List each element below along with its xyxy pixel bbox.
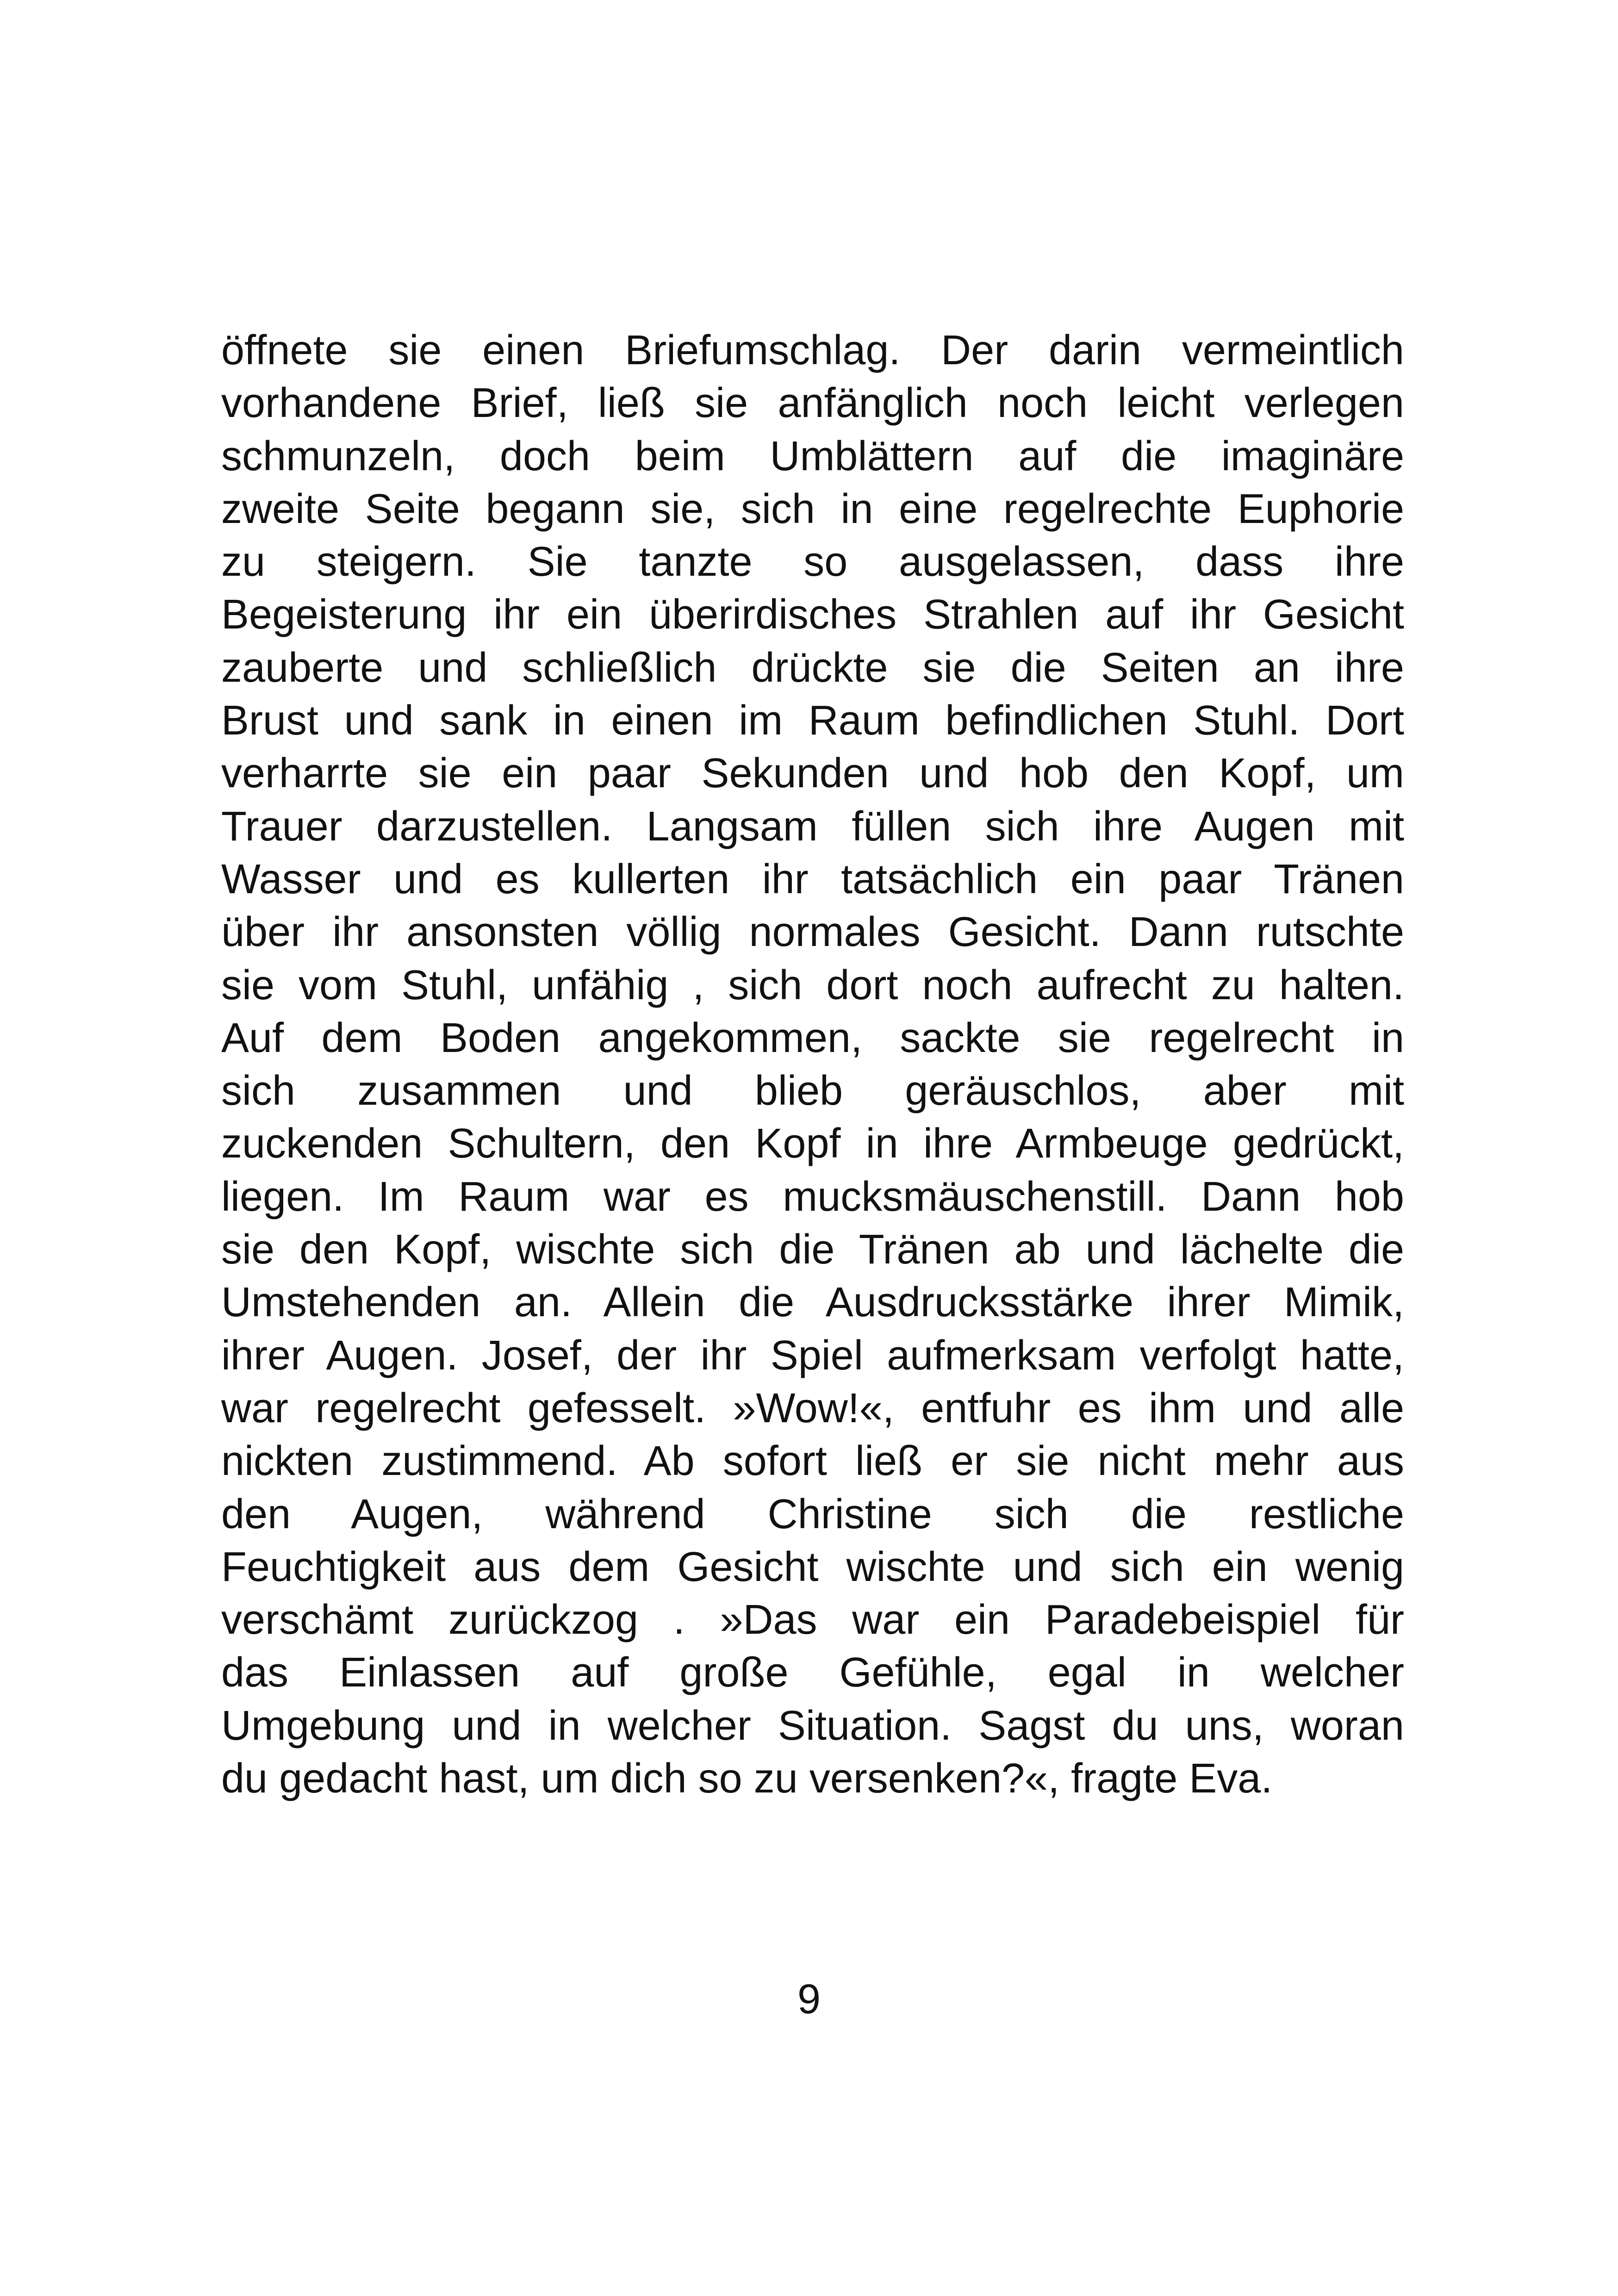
text-line: Trauer darzustellen. Langsam füllen sich ihre Augen mit xyxy=(221,803,1404,850)
text-line: war regelrecht gefesselt. »Wow!«, entfuhr es ihm und alle xyxy=(221,1385,1404,1431)
text-line: Wasser und es kullerten ihr tatsächlich ein paar Tränen xyxy=(221,856,1404,902)
text-line: zuckenden Schultern, den Kopf in ihre Armbeuge gedrückt, xyxy=(221,1120,1404,1167)
text-line: Umgebung und in welcher Situation. Sagst du uns, woran xyxy=(221,1702,1404,1749)
text-line: Begeisterung ihr ein überirdisches Strahlen auf ihr Gesicht xyxy=(221,591,1404,638)
text-line: öffnete sie einen Briefumschlag. Der darin vermeintlich xyxy=(221,327,1404,373)
text-line: nickten zustimmend. Ab sofort ließ er sie nicht mehr aus xyxy=(221,1438,1404,1485)
text-line: Brust und sank in einen im Raum befindlichen Stuhl. Dort xyxy=(221,697,1404,744)
text-line: verschämt zurückzog . »Das war ein Paradebeispiel für xyxy=(221,1597,1404,1643)
text-line: vorhandene Brief, ließ sie anfänglich noch leicht verlegen xyxy=(221,380,1404,427)
text-line: sie den Kopf, wischte sich die Tränen ab und lächelte die xyxy=(221,1226,1404,1273)
text-line: zauberte und schließlich drückte sie die Seiten an ihre xyxy=(221,644,1404,691)
text-line: Umstehenden an. Allein die Ausdrucksstärke ihrer Mimik, xyxy=(221,1279,1404,1326)
text-line: verharrte sie ein paar Sekunden und hob den Kopf, um xyxy=(221,750,1404,797)
text-line: ihrer Augen. Josef, der ihr Spiel aufmerksam verfolgt hatte, xyxy=(221,1332,1404,1379)
page-number: 9 xyxy=(797,1976,821,2022)
text-line: über ihr ansonsten völlig normales Gesicht. Dann rutschte xyxy=(221,909,1404,956)
text-line: du gedacht hast, um dich so zu versenken?«, fragte Eva. xyxy=(221,1755,1273,1802)
text-line: das Einlassen auf große Gefühle, egal in welcher xyxy=(221,1649,1404,1696)
text-line: den Augen, während Christine sich die restliche xyxy=(221,1491,1404,1537)
body-paragraph xyxy=(221,324,1404,1805)
text-line: sie vom Stuhl, unfähig , sich dort noch aufrecht zu halten. xyxy=(221,962,1404,1008)
text-line: schmunzeln, doch beim Umblättern auf die imaginäre xyxy=(221,433,1404,479)
text-line: sich zusammen und blieb geräuschlos, aber mit xyxy=(221,1068,1404,1114)
text-line: zu steigern. Sie tanzte so ausgelassen, dass ihre xyxy=(221,539,1404,585)
text-line: Feuchtigkeit aus dem Gesicht wischte und sich ein wenig xyxy=(221,1543,1404,1590)
text-line: zweite Seite begann sie, sich in eine regelrechte Euphorie xyxy=(221,485,1404,532)
text-line: Auf dem Boden angekommen, sackte sie regelrecht in xyxy=(221,1014,1404,1061)
text-line: liegen. Im Raum war es mucksmäuschenstill. Dann hob xyxy=(221,1173,1404,1220)
